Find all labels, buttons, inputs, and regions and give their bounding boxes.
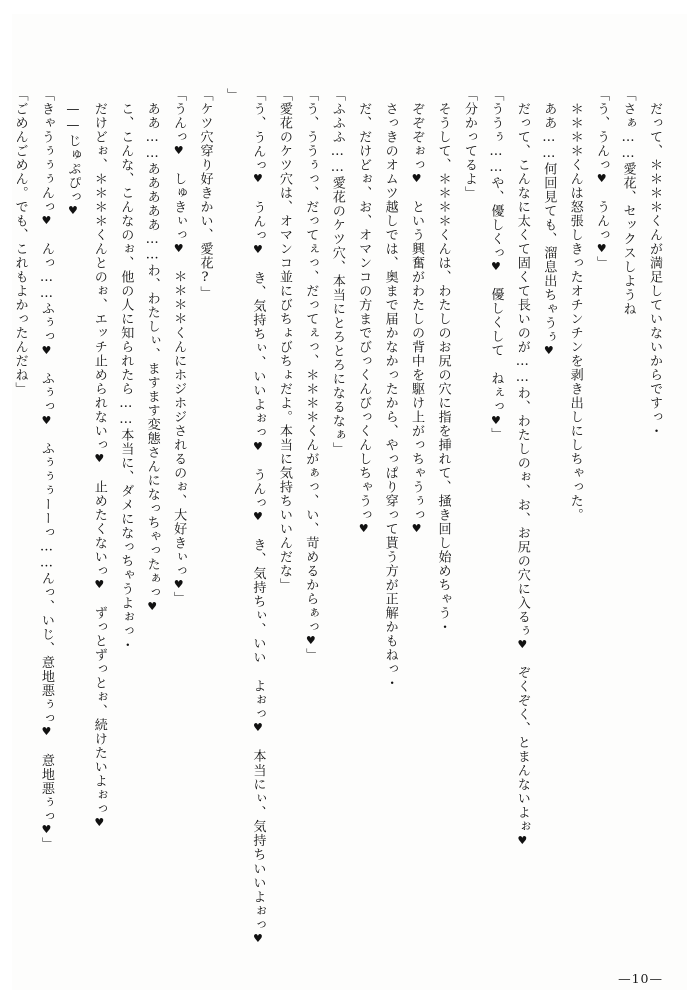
paragraph: だって、＊＊＊＊くんが満足していないからですっ・: [647, 88, 662, 438]
heart-icon: ♥: [410, 172, 424, 186]
heart-icon: ♥: [92, 452, 106, 466]
heart-icon: ♥: [172, 241, 186, 256]
paragraph: 「う、うんっ♥ うんっ♥」: [588, 88, 614, 946]
heart-icon: ♥: [304, 634, 318, 648]
heart-icon: ♥: [39, 214, 53, 228]
paragraph: ああ……何回見ても、溜息出ちゃうぅ♥: [535, 88, 561, 946]
heart-icon: ♥: [145, 599, 159, 614]
heart-icon: ♥: [595, 241, 609, 256]
heart-icon: ♥: [251, 721, 265, 735]
heart-icon: ♥: [251, 932, 265, 947]
heart-icon: [0, 260, 4, 274]
paragraph: 「う、ううぅっ、だってぇっ、だってぇっ、＊＊＊＊くんがぁっ、い、苛めるからぁっ♥」: [297, 88, 323, 946]
heart-icon: ♥: [92, 815, 106, 830]
paragraph: そうして、＊＊＊＊くんは、わたしのお尻の穴に指を挿れて、掻き回し始めちゃう・: [435, 88, 451, 634]
paragraph: だ、だけどぉ、お、オマンコの方までびっくんびっくんしちゃうっ♥: [350, 88, 376, 946]
heart-icon: ♥: [542, 343, 556, 358]
heart-icon: ♥: [357, 522, 371, 536]
heart-icon: ♥: [39, 413, 53, 428]
paragraph: 「ううぅ……や、優しくっ♥ 優しくして ねぇっ♥」: [482, 88, 508, 946]
paragraph: 「ケツ穴穿り好きかい、愛花?」: [197, 88, 213, 300]
paragraph: だけどぉ、＊＊＊＊くんとのぉ、エッチ止められないっ♥ 止めたくないっ♥ ずっとずっとぉ、続けたいよぉっ♥: [85, 88, 111, 946]
paragraph: [0, 88, 6, 946]
heart-icon: ♥: [515, 637, 529, 652]
paragraph: こ、こんな、こんなのぉ、他の人に知られたら……本当に、ダメになっちゃうよぉっ・: [118, 88, 134, 652]
heart-icon: ♥: [515, 833, 529, 848]
heart-icon: ♥: [66, 203, 80, 218]
paragraph: ＊＊＊＊くんは怒張しきったオチンチンを剥き出しにしちゃった。: [567, 88, 583, 522]
heart-icon: ♥: [251, 510, 265, 524]
paragraph: だって、こんなに太くて固くて長いのが……わ、わたしのぉ、お、お尻の穴に入るぅ♥ ぞくぞく、とまんないよぉ♥: [508, 88, 534, 946]
heart-icon: ♥: [251, 242, 265, 257]
paragraph: 「ごめんごめん。でも、これもよかったんだね」: [12, 88, 28, 396]
heart-icon: ♥: [39, 823, 53, 838]
heart-icon: ♥: [39, 343, 53, 358]
paragraph: ぞぞぞぉっ♥ という興奮がわたしの背中を駆け上がっちゃうぅっ♥: [403, 88, 429, 946]
paragraph: ああ……あああああ……わ、わたしぃ、ますます変態さんになっちゃったぁっ♥: [138, 88, 164, 946]
heart-icon: ♥: [489, 413, 503, 428]
paragraph: ——じゅぷぴっ♥: [59, 88, 85, 946]
paragraph: 「う、うんっ♥ うんっ♥ き、気持ちぃ、いいよぉっ♥ うんっ♥ き、気持ちぃ、いい よぉっ♥ 本当にぃ、気持ちいいよぉっ♥」: [218, 88, 271, 946]
heart-icon: ♥: [410, 521, 424, 536]
page-margin-top: [0, 0, 697, 14]
heart-icon: ♥: [595, 172, 609, 186]
heart-icon: ♥: [489, 259, 503, 274]
page-margin-bottom: [0, 990, 697, 1000]
paragraph: 「さぁ……愛花、セックスしようね: [620, 88, 636, 316]
heart-icon: ♥: [92, 577, 106, 592]
paragraph: 「分かってるよ」: [461, 88, 477, 200]
paragraph: 「きゃうぅぅぅんっ♥ んっ……ふぅっ♥ ふぅっ♥ ふぅぅぅーーっ……んっ、いじ、意地悪ぅっ♥ 意地悪ぅっ♥」: [33, 88, 59, 946]
paragraph: 「愛花のケツ穴は、オマンコ並にびちょびちょだよ。本当に気持ちいいんだな」: [276, 88, 292, 592]
heart-icon: ♥: [172, 577, 186, 592]
heart-icon: ♥: [251, 172, 265, 187]
page-number: —10—: [618, 971, 663, 986]
vertical-text-body: [12, 88, 667, 947]
paragraph: 「ふふふ……愛花のケツ穴、本当にとろとろになるなぁ」: [329, 88, 345, 456]
heart-icon: [0, 512, 4, 526]
heart-icon: ♥: [172, 144, 186, 158]
page-margin-right: [687, 0, 697, 1000]
heart-icon: ♥: [251, 439, 265, 454]
heart-icon: ♥: [39, 725, 53, 740]
paragraph: さっきのオムツ越しでは、奥まで届かなかったから、やっぱり穿って貰う方が正解かもねっ・: [382, 88, 398, 690]
paragraph: 「うんっ♥ しゅきぃっ♥ ＊＊＊＊くんにホジホジされるのぉ、大好きぃっ♥」: [165, 88, 191, 946]
